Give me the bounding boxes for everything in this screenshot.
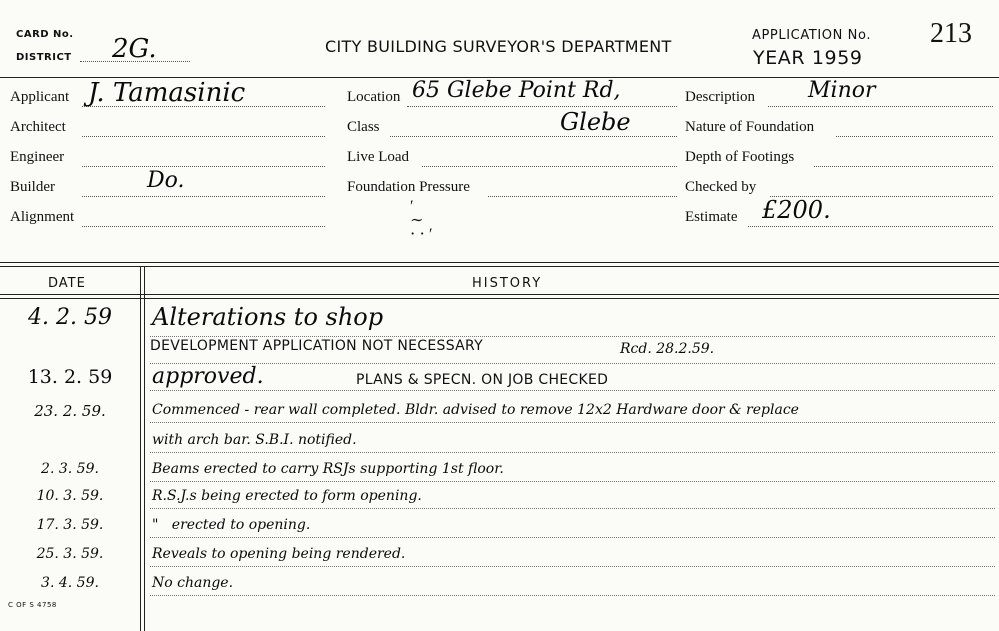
form-code: C OF S 4758 [8, 601, 57, 609]
date-column-divider-2 [144, 266, 145, 631]
row-history: Reveals to opening being rendered. [152, 546, 406, 562]
estimate-line [748, 226, 993, 227]
row-line [150, 363, 995, 364]
class-value: Glebe [560, 108, 631, 136]
row-line [150, 452, 995, 453]
nature-of-foundation-label: Nature of Foundation [685, 119, 815, 135]
row-date: 3. 4. 59. [41, 575, 99, 591]
row-line [150, 537, 995, 538]
row-history: Beams erected to carry RSJs supporting 1st floor. [152, 461, 504, 477]
row-line [150, 566, 995, 567]
location-value: 65 Glebe Point Rd, [412, 78, 621, 103]
estimate-value: £200. [762, 196, 831, 224]
ink-marks: ′ ∼ ⋅ ⋅ ′ [410, 198, 433, 243]
row-history: No change. [152, 575, 234, 591]
table-top-rule-1 [0, 262, 999, 263]
row-line [150, 595, 995, 596]
alignment-label: Alignment [10, 209, 75, 225]
row-history: " erected to opening. [152, 517, 311, 533]
header-bottom-rule-1 [0, 294, 999, 295]
builder-label: Builder [10, 179, 55, 195]
builder-line [82, 196, 325, 197]
description-label: Description [685, 89, 755, 105]
depth-of-footings-label: Depth of Footings [685, 149, 795, 165]
row-date: 2. 3. 59. [41, 461, 99, 477]
estimate-label: Estimate [685, 209, 738, 225]
foundation-pressure-label: Foundation Pressure [347, 179, 470, 195]
nature-line [836, 136, 993, 137]
date-column-divider-1 [140, 266, 141, 631]
architect-line [82, 136, 325, 137]
architect-label: Architect [10, 119, 66, 135]
row-line [150, 390, 995, 391]
live-load-line [422, 166, 677, 167]
row-history: with arch bar. S.B.I. notified. [152, 432, 357, 448]
engineer-label: Engineer [10, 149, 65, 165]
row-line [150, 422, 995, 423]
row-date: 13. 2. 59 [27, 366, 113, 388]
depth-line [814, 166, 993, 167]
row-date: 25. 3. 59. [36, 546, 104, 562]
history-column-header: HISTORY [472, 276, 543, 291]
department-title: CITY BUILDING SURVEYOR'S DEPARTMENT [325, 37, 672, 56]
row-line [150, 336, 995, 337]
row-history: R.S.J.s being erected to form opening. [152, 488, 422, 504]
row-history: approved. [152, 364, 264, 389]
header-bottom-rule-2 [0, 298, 999, 299]
row-stamp: PLANS & SPECN. ON JOB CHECKED [356, 372, 609, 388]
date-column-header: DATE [48, 276, 86, 291]
district-label: DISTRICT [16, 52, 72, 63]
row-history: Commenced - rear wall completed. Bldr. advised to remove 12x2 Hardware door & replace [152, 402, 799, 418]
row-note: Rcd. 28.2.59. [620, 341, 715, 357]
builder-value: Do. [147, 168, 185, 193]
applicant-label: Applicant [10, 89, 70, 105]
description-value: Minor [808, 78, 876, 103]
engineer-line [82, 166, 325, 167]
row-date: 23. 2. 59. [34, 402, 106, 420]
class-line [390, 136, 677, 137]
card-no-label: CARD No. [16, 29, 74, 40]
row-history: Alterations to shop [152, 303, 384, 331]
checked-by-label: Checked by [685, 179, 757, 195]
alignment-line [82, 226, 325, 227]
table-top-rule-2 [0, 266, 999, 267]
class-label: Class [347, 119, 380, 135]
row-date: 10. 3. 59. [36, 488, 104, 504]
row-line [150, 508, 995, 509]
foundation-pressure-line [488, 196, 677, 197]
row-date: 4. 2. 59 [28, 305, 112, 330]
applicant-value: J. Tamasinic [88, 78, 246, 108]
description-line [768, 106, 993, 107]
location-line [407, 106, 677, 107]
live-load-label: Live Load [347, 149, 410, 165]
district-value: 2G. [112, 34, 157, 64]
row-line [150, 481, 995, 482]
row-date: 17. 3. 59. [36, 517, 104, 533]
application-number: 213 [930, 18, 972, 49]
row-history-stamp: DEVELOPMENT APPLICATION NOT NECESSARY [150, 338, 484, 354]
application-no-label: APPLICATION No. [752, 28, 872, 43]
year-label: YEAR 1959 [753, 47, 863, 69]
location-label: Location [347, 89, 401, 105]
